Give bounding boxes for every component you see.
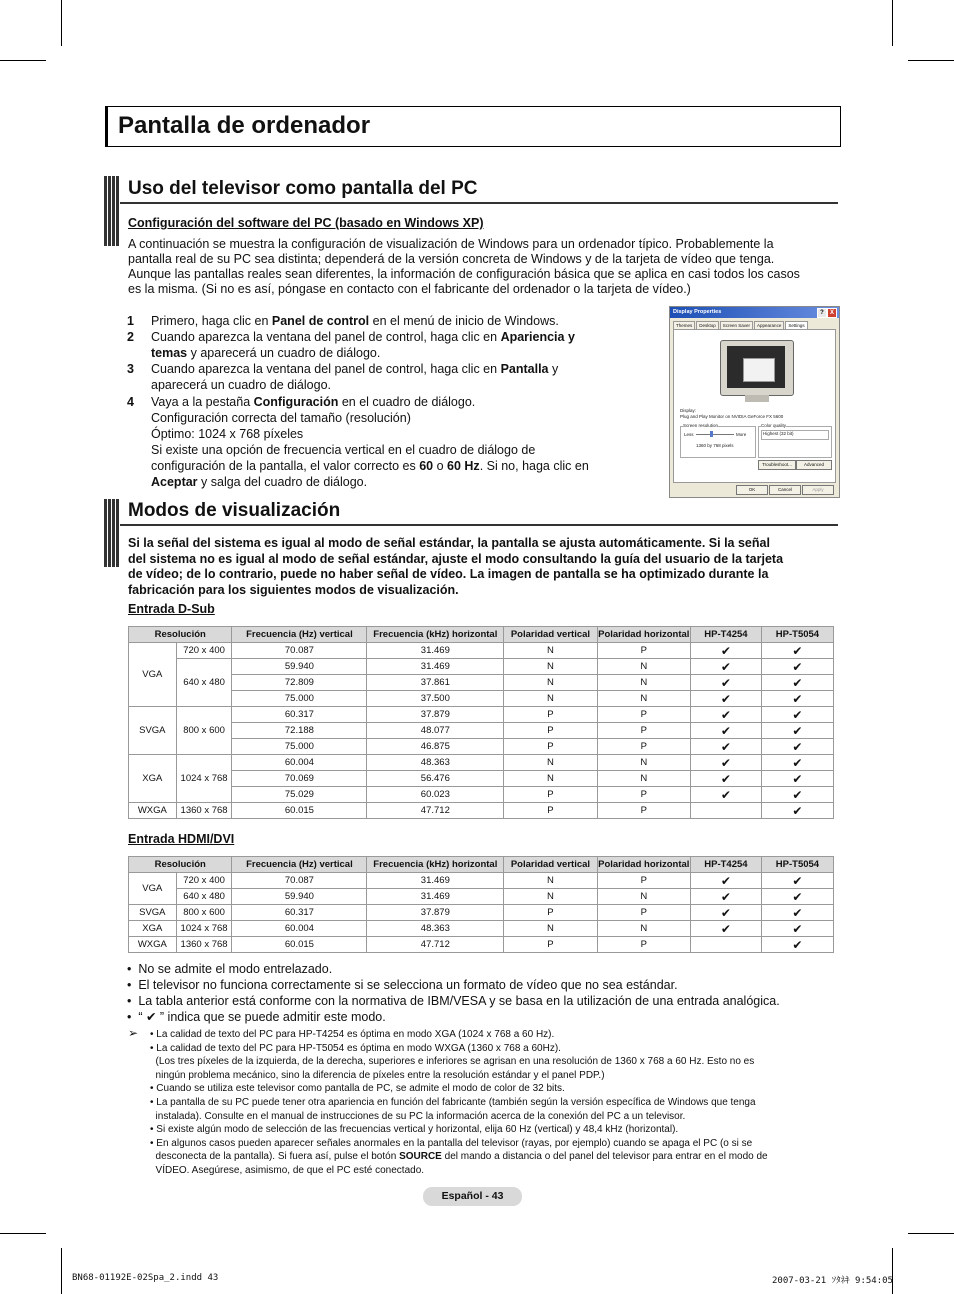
notes-list	[127, 961, 837, 1025]
table-cell: 47.712	[367, 803, 504, 819]
table-cell: N	[597, 771, 690, 787]
table-cell: 75.000	[232, 739, 367, 755]
page-number: Español - 43	[423, 1187, 522, 1206]
table-cell: 70.087	[232, 643, 367, 659]
table-row	[129, 803, 834, 819]
ok-button: OK	[736, 485, 768, 495]
resolution-cell: 720 x 400	[176, 643, 232, 659]
resolution-cell: 1360 x 768	[176, 937, 232, 953]
technical-notes	[150, 1028, 840, 1178]
table-cell: N	[504, 873, 597, 889]
modes-intro-line: de vídeo; de lo contrario, puede no haber señal de vídeo. La imagen de pantalla se ha optimizado durante la	[128, 567, 769, 581]
table-cell: 70.087	[232, 873, 367, 889]
resolution-group	[680, 426, 756, 458]
check-cell: ✔	[761, 691, 833, 707]
table-cell: N	[504, 889, 597, 905]
mode-cell: SVGA	[129, 905, 177, 921]
table-cell: 46.875	[367, 739, 504, 755]
table-cell: P	[597, 787, 690, 803]
table-header: HP-T5054	[761, 857, 833, 873]
table-cell: N	[504, 659, 597, 675]
check-cell: ✔	[761, 889, 833, 905]
table-cell: 59.940	[232, 889, 367, 905]
table-cell: P	[597, 723, 690, 739]
table-cell: P	[597, 707, 690, 723]
table-cell: 60.317	[232, 707, 367, 723]
note-item: • El televisor no funciona correctamente si se selecciona un formato de vídeo que no sea estándar.	[127, 978, 678, 992]
table-header: HP-T4254	[690, 627, 761, 643]
check-cell: ✔	[761, 873, 833, 889]
table-cell: 70.069	[232, 771, 367, 787]
check-cell: ✔	[690, 739, 761, 755]
dialog-tab: Screen Saver	[720, 321, 753, 329]
arrow-icon: ➢	[128, 1026, 139, 1040]
table-cell: P	[504, 905, 597, 921]
section-bar	[104, 176, 120, 246]
step-number: 4	[127, 395, 134, 409]
table-cell: P	[504, 739, 597, 755]
table-cell: 75.000	[232, 691, 367, 707]
table-cell: N	[504, 643, 597, 659]
intro-line: A continuación se muestra la configuración de visualización de Windows para un ordenador típico. Probablemente la	[128, 237, 774, 251]
check-cell: ✔	[761, 755, 833, 771]
technical-note-line: • La calidad de texto del PC para HP-T5054 es óptima en modo WXGA (1360 x 768 a 60Hz).	[150, 1042, 561, 1054]
table-cell: 60.004	[232, 755, 367, 771]
mode-cell: XGA	[129, 921, 177, 937]
table-cell: N	[597, 889, 690, 905]
table-row	[129, 937, 834, 953]
table-cell: 59.940	[232, 659, 367, 675]
subsection-title: Configuración del software del PC (basado en Windows XP)	[128, 216, 484, 230]
check-cell: ✔	[690, 905, 761, 921]
table-cell: 31.469	[367, 873, 504, 889]
check-cell: ✔	[690, 755, 761, 771]
table-cell: P	[597, 739, 690, 755]
technical-note-line: instalada). Consulte en el manual de instrucciones de su PC la información acerca de la conexión del PC a un televisor.	[150, 1110, 686, 1122]
check-cell: ✔	[761, 739, 833, 755]
hdmi-title: Entrada HDMI/DVI	[128, 832, 235, 846]
table-header: Frecuencia (kHz) horizontal	[367, 627, 504, 643]
table-header: Polaridad horizontal	[597, 627, 690, 643]
intro-line: Aunque las pantallas reales sean diferentes, la información de configuración básica que se aplica en casi todos los casos	[128, 267, 800, 281]
note-item: • No se admite el modo entrelazado.	[127, 962, 333, 976]
more-label: More	[736, 432, 747, 437]
slider-thumb	[710, 431, 713, 437]
table-cell: 48.363	[367, 755, 504, 771]
technical-note-line: • Si existe algún modo de selección de las frecuencias vertical y horizontal, elija 60 Hz (vertical) y 48,4 kHz (horizontal).	[150, 1124, 679, 1136]
section-title-uso: Uso del televisor como pantalla del PC	[128, 178, 478, 199]
dsub-table	[128, 626, 834, 819]
resolution-label: Screen resolution	[683, 423, 719, 428]
resolution-slider	[696, 434, 734, 435]
table-cell: N	[504, 771, 597, 787]
table-cell: P	[504, 707, 597, 723]
help-icon: ?	[817, 308, 827, 318]
intro-line: es la misma. (Si no es así, póngase en contacto con el fabricante del ordenador o la tarjeta de vídeo.)	[128, 282, 691, 296]
table-row	[129, 873, 834, 889]
check-cell: ✔	[761, 675, 833, 691]
table-header: Resolución	[129, 627, 232, 643]
mode-cell: SVGA	[129, 707, 177, 755]
table-cell: N	[504, 755, 597, 771]
hdmi-table	[128, 856, 834, 953]
check-cell: ✔	[690, 691, 761, 707]
intro-paragraph	[128, 237, 838, 297]
table-cell: N	[597, 921, 690, 937]
crop-mark	[892, 1248, 893, 1294]
check-cell: ✔	[761, 643, 833, 659]
modes-intro	[128, 536, 838, 598]
check-cell: ✔	[690, 921, 761, 937]
crop-mark	[0, 1233, 46, 1234]
check-cell: ✔	[690, 723, 761, 739]
resolution-cell: 800 x 600	[176, 905, 232, 921]
apply-button: Apply	[802, 485, 834, 495]
imprint-date: 2007-03-21 ｿﾀﾈｷ 9:54:05	[772, 1276, 893, 1286]
table-row	[129, 739, 834, 755]
step-number: 3	[127, 362, 134, 376]
intro-line: pantalla real de su PC sea distinta; dependerá de la versión concreta de Windows y de la tarjeta de vídeo que tenga.	[128, 252, 775, 266]
table-row	[129, 905, 834, 921]
step-item: 2 Cuando aparezca la ventana del panel de control, haga clic en Apariencia y temas y aparecerá un cuadro de diálogo.	[127, 330, 575, 360]
dialog-title: Display Properties	[673, 309, 722, 315]
section-bar	[104, 499, 120, 567]
table-header: Frecuencia (Hz) vertical	[232, 857, 367, 873]
check-cell: ✔	[690, 889, 761, 905]
table-cell: 48.363	[367, 921, 504, 937]
step-item: 3 Cuando aparezca la ventana del panel de control, haga clic en Pantalla y aparecerá un cuadro de diálogo.	[127, 362, 559, 392]
table-cell: P	[504, 787, 597, 803]
crop-mark	[892, 0, 893, 46]
table-cell: 31.469	[367, 889, 504, 905]
crop-mark	[908, 1233, 954, 1234]
table-cell: 31.469	[367, 643, 504, 659]
table-cell: N	[597, 675, 690, 691]
color-value: Highest (32 bit)	[763, 431, 794, 436]
table-row	[129, 889, 834, 905]
table-cell: N	[597, 755, 690, 771]
crop-mark	[0, 60, 46, 61]
table-cell: 60.015	[232, 803, 367, 819]
advanced-button: Advanced	[796, 460, 832, 470]
check-cell	[690, 803, 761, 819]
table-cell: 60.317	[232, 905, 367, 921]
check-cell: ✔	[690, 675, 761, 691]
table-cell: 37.879	[367, 905, 504, 921]
close-icon: X	[827, 308, 837, 318]
mode-cell: VGA	[129, 873, 177, 905]
display-value: Plug and Play Monitor on NVIDIA GeForce FX 5600	[680, 414, 784, 419]
modes-intro-line: Si la señal del sistema es igual al modo de señal estándar, la pantalla se ajusta automáticamente. Si la señal	[128, 536, 770, 550]
technical-note-line: • La calidad de texto del PC para HP-T4254 es óptima en modo XGA (1024 x 768 a 60 Hz).	[150, 1029, 555, 1040]
color-label: Color quality	[761, 423, 787, 428]
table-cell: P	[597, 905, 690, 921]
resolution-cell: 800 x 600	[176, 707, 232, 755]
table-cell: 48.077	[367, 723, 504, 739]
dialog-tab: Appearance	[754, 321, 784, 329]
table-row	[129, 659, 834, 675]
table-cell: 72.188	[232, 723, 367, 739]
monitor-icon	[720, 340, 794, 396]
check-cell: ✔	[690, 771, 761, 787]
dialog-tab: Themes	[673, 321, 695, 329]
table-cell: P	[597, 937, 690, 953]
check-cell	[690, 937, 761, 953]
mode-cell: WXGA	[129, 803, 177, 819]
imprint-file: BN68-01192E-02Spa_2.indd 43	[72, 1273, 219, 1283]
table-header: HP-T4254	[690, 857, 761, 873]
note-item: • La tabla anterior está conforme con la normativa de IBM/VESA y se basa en la utilización de una entrada analógica.	[127, 994, 780, 1008]
check-cell: ✔	[761, 937, 833, 953]
table-cell: N	[504, 691, 597, 707]
resolution-cell: 640 x 480	[176, 889, 232, 905]
table-row	[129, 787, 834, 803]
table-header: Polaridad vertical	[504, 857, 597, 873]
technical-note-line: • Cuando se utiliza este televisor como pantalla de PC, se admite el modo de color de 32 bits.	[150, 1083, 565, 1095]
table-row	[129, 921, 834, 937]
table-header: Polaridad vertical	[504, 627, 597, 643]
check-cell: ✔	[761, 771, 833, 787]
check-cell: ✔	[690, 787, 761, 803]
table-row	[129, 707, 834, 723]
table-cell: 60.015	[232, 937, 367, 953]
technical-note-line: VÍDEO. Asegúrese, asimismo, de que el PC esté conectado.	[150, 1164, 425, 1176]
check-cell: ✔	[690, 707, 761, 723]
resolution-cell: 1360 x 768	[176, 803, 232, 819]
table-row	[129, 691, 834, 707]
crop-mark	[61, 0, 62, 46]
table-row	[129, 723, 834, 739]
table-cell: 37.861	[367, 675, 504, 691]
check-cell: ✔	[690, 873, 761, 889]
check-cell: ✔	[761, 723, 833, 739]
troubleshoot-button: Troubleshoot...	[758, 460, 796, 470]
technical-note-line: ningún problema mecánico, sino la diferencia de píxeles entre la resolución estándar y el panel PDP.)	[150, 1069, 605, 1081]
resolution-cell: 1024 x 768	[176, 755, 232, 803]
table-cell: P	[504, 937, 597, 953]
table-cell: 31.469	[367, 659, 504, 675]
check-cell: ✔	[761, 707, 833, 723]
table-row	[129, 755, 834, 771]
table-cell: 72.809	[232, 675, 367, 691]
note-item: • “ ✔ ” indica que se puede admitir este modo.	[127, 1010, 386, 1024]
mode-cell: XGA	[129, 755, 177, 803]
check-cell: ✔	[761, 905, 833, 921]
table-cell: P	[597, 803, 690, 819]
dsub-title: Entrada D-Sub	[128, 602, 215, 616]
table-header: HP-T5054	[761, 627, 833, 643]
table-header: Polaridad horizontal	[597, 857, 690, 873]
step-number: 2	[127, 330, 134, 344]
check-cell: ✔	[761, 787, 833, 803]
table-cell: 47.712	[367, 937, 504, 953]
display-label: Display:	[680, 408, 697, 413]
dialog-tab: Desktop	[696, 321, 719, 329]
dialog-body	[673, 329, 836, 483]
page-title-box	[105, 106, 841, 147]
table-cell: N	[597, 659, 690, 675]
table-cell: P	[597, 873, 690, 889]
technical-note-line: (Los tres píxeles de la izquierda, de la derecha, superiores e inferiores se agrisan en una resolución de 1360 x 768 a 60 Hz. Esto no es	[150, 1056, 755, 1068]
section-rule	[120, 202, 838, 204]
check-cell: ✔	[761, 659, 833, 675]
step-number: 1	[127, 314, 134, 328]
check-cell: ✔	[690, 643, 761, 659]
check-cell: ✔	[690, 659, 761, 675]
table-cell: P	[504, 803, 597, 819]
table-cell: 60.004	[232, 921, 367, 937]
table-cell: P	[597, 643, 690, 659]
page-title: Pantalla de ordenador	[118, 112, 371, 139]
resolution-cell: 1024 x 768	[176, 921, 232, 937]
resolution-cell: 640 x 480	[176, 659, 232, 707]
table-cell: 37.879	[367, 707, 504, 723]
table-cell: N	[597, 691, 690, 707]
table-cell: 60.023	[367, 787, 504, 803]
table-cell: 75.029	[232, 787, 367, 803]
section-rule	[120, 524, 838, 526]
table-header: Frecuencia (Hz) vertical	[232, 627, 367, 643]
technical-note-line: • En algunos casos pueden aparecer señales anormales en la pantalla del televisor (rayas, por ejemplo) cuando se apaga el PC (o si se	[150, 1137, 753, 1149]
mode-cell: VGA	[129, 643, 177, 707]
check-cell: ✔	[761, 921, 833, 937]
table-row	[129, 675, 834, 691]
steps-list	[127, 313, 607, 490]
step-item: 4 Vaya a la pestaña Configuración en el cuadro de diálogo. Configuración correcta del tamaño (resolución) Óptimo: 1024 x 768 píxeles Si existe una opción de frecuencia vertical en el cuadro de diálogo de configuración de la pantalla, el valor correcto es 60 o 60 Hz. Si no, haga clic en Aceptar y salga del cuadro de diálogo.	[127, 395, 589, 489]
less-label: Less	[684, 432, 694, 437]
modes-intro-line: del sistema no es igual al modo de señal estándar, ajuste el modo consultando la guía del usuario de la tarjeta	[128, 551, 784, 566]
step-item: 1 Primero, haga clic en Panel de control en el menú de inicio de Windows.	[127, 314, 559, 328]
table-header: Resolución	[129, 857, 232, 873]
section-title-modos: Modos de visualización	[128, 500, 341, 521]
table-header: Frecuencia (kHz) horizontal	[367, 857, 504, 873]
table-cell: P	[504, 723, 597, 739]
dialog-tab: Settings	[785, 321, 807, 329]
display-properties-screenshot	[669, 306, 840, 498]
table-row	[129, 643, 834, 659]
table-cell: N	[504, 921, 597, 937]
cancel-button: Cancel	[769, 485, 801, 495]
resolution-value: 1360 by 768 pixels	[696, 443, 734, 448]
mode-cell: WXGA	[129, 937, 177, 953]
technical-note-line: • La pantalla de su PC puede tener otra apariencia en función del fabricante (también según la versión específica de Windows que tenga	[150, 1096, 756, 1108]
resolution-cell: 720 x 400	[176, 873, 232, 889]
table-row	[129, 771, 834, 787]
check-cell: ✔	[761, 803, 833, 819]
modes-intro-line: fabricación para los siguientes modos de visualización.	[128, 582, 459, 597]
crop-mark	[61, 1248, 62, 1294]
table-cell: 56.476	[367, 771, 504, 787]
table-cell: 37.500	[367, 691, 504, 707]
table-cell: N	[504, 675, 597, 691]
crop-mark	[908, 60, 954, 61]
dialog-titlebar	[670, 307, 839, 318]
technical-note-line: desconecta de la pantalla). Si fuera así, pulse el botón SOURCE del mando a distancia o del panel del televisor para entrar en el modo de	[150, 1151, 768, 1163]
dialog-tabs	[670, 318, 839, 329]
